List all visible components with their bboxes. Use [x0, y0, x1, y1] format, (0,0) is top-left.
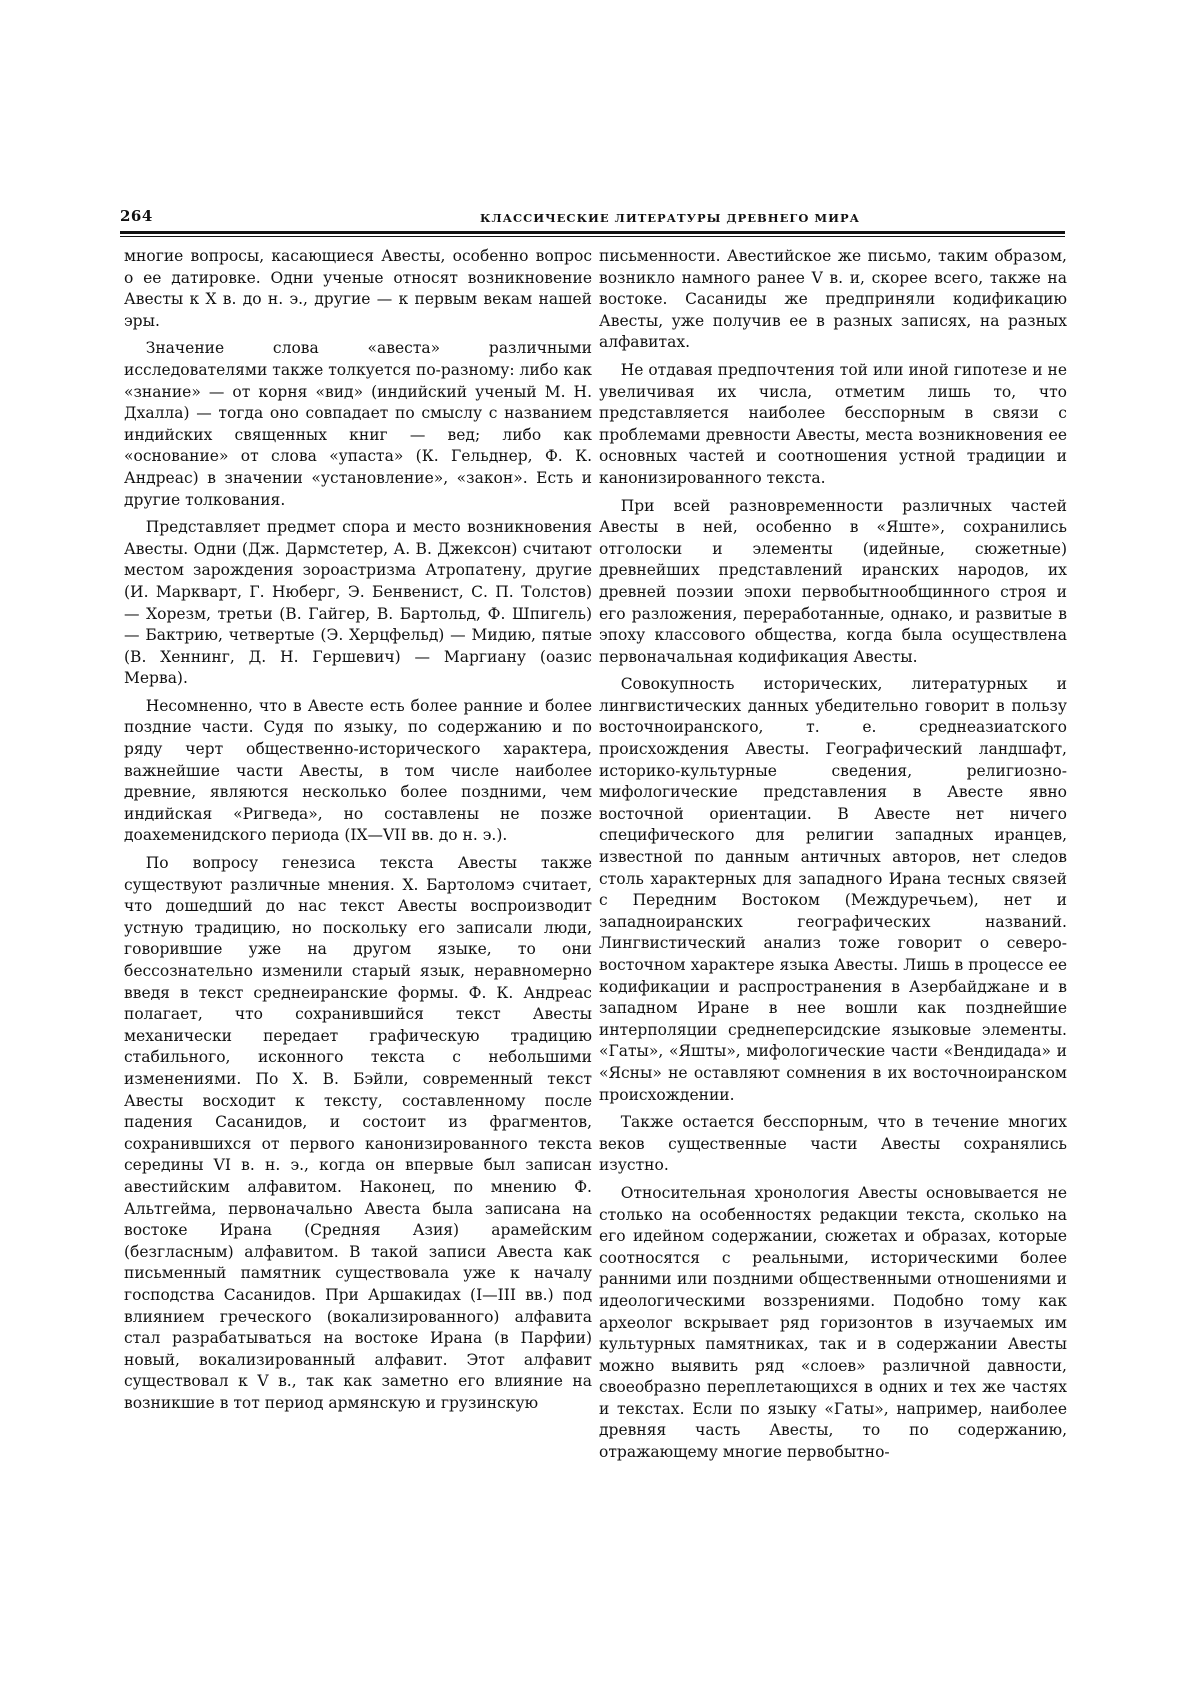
page-number: 264 [120, 207, 153, 225]
paragraph: По вопросу генезиса текста Авесты также существуют различные мнения. Х. Бартоломэ считает, что дошедший до нас текст Авесты воспроизводит устную традицию, но поскольку его записали люди, говорившие уже на другом языке, то они бессознательно изменили старый язык, неравномерно введя в текст среднеиранские формы. Ф. К. Андреас полагает, что сохранившийся текст Авесты механически передает графическую традицию стабильного, исконного текста с небольшими изменениями. По Х. В. Бэйли, современный текст Авесты восходит к тексту, составленному после падения Сасанидов, и состоит из фрагментов, сохранившихся от первого канонизированного текста середины VI в. н. э., когда он впервые был записан авестийским алфавитом. Наконец, по мнению Ф. Альтгейма, первоначально Авеста была записана на востоке Ирана (Средняя Азия) арамейским (безгласным) алфавитом. В такой записи Авеста как письменный памятник существовала уже к началу господства Сасанидов. При Аршакидах (I—III вв.) под влиянием греческого (вокализированного) алфавита стал разрабатываться на востоке Ирана (в Парфии) новый, вокализированный алфавит. Этот алфавит существовал к V в., так как заметно его влияние на возникшие в тот период армянскую и грузинскую [124, 854, 592, 1412]
paragraph: письменности. Авестийское же письмо, таким образом, возникло намного ранее V в. и, скорее всего, также на востоке. Сасаниды же предприняли кодификацию Авесты, уже получив ее в разных записях, на разных алфавитах. [599, 247, 1067, 352]
paragraph: многие вопросы, касающиеся Авесты, особенно вопрос о ее датировке. Одни ученые относят возникновение Авесты к X в. до н. э., другие — к первым векам нашей эры. [124, 247, 592, 330]
page-header [120, 207, 1065, 233]
paragraph: Также остается бесспорным, что в течение многих веков существенные части Авесты сохранялись изустно. [599, 1113, 1067, 1175]
header-rule [120, 231, 1065, 234]
header-rule-thin [120, 236, 1065, 237]
paragraph: При всей разновременности различных частей Авесты в ней, особенно в «Яште», сохранились отголоски и элементы (идейные, сюжетные) древнейших представлений иранских народов, их древней поэзии эпохи первобытнообщинного строя и его разложения, переработанные, однако, и развитые в эпоху классового общества, когда была осуществлена первоначальная кодификация Авесты. [599, 496, 1067, 666]
right-column [599, 246, 1067, 1486]
paragraph: Значение слова «авеста» различными исследователями также толкуется по-разному: либо как «знание» — от корня «вид» (индийский ученый М. Н. Дхалла) — тогда оно совпадает по смыслу с названием индийских священных книг — вед; либо как «основание» от слова «упаста» (К. Гельднер, Ф. К. Андреас) в значении «установление», «закон». Есть и другие толкования. [124, 339, 592, 509]
paragraph: Не отдавая предпочтения той или иной гипотезе и не увеличивая их числа, отметим лишь то, что представляется наиболее бесспорным в связи с проблемами древности Авесты, места возникновения ее основных частей и соотношения устной традиции и канонизированного текста. [599, 360, 1067, 487]
running-title: КЛАССИЧЕСКИЕ ЛИТЕРАТУРЫ ДРЕВНЕГО МИРА [480, 211, 860, 225]
paragraph: Несомненно, что в Авесте есть более ранние и более поздние части. Судя по языку, по содержанию и по ряду черт общественно-исторического характера, важнейшие части Авесты, в том числе наиболее древние, являются несколько более поздними, чем индийская «Ригведа», но составлены не позже доахеменидского периода (IX—VII вв. до н. э.). [124, 696, 592, 845]
paragraph: Относительная хронология Авесты основывается не столько на особенностях редакции текста, сколько на его идейном содержании, сюжетах и образах, которые соотносятся с реальными, историческими более ранними или поздними общественными отношениями и идеологическими воззрениями. Подобно тому как археолог вскрывает ряд горизонтов в изучаемых им культурных памятниках, так и в содержании Авесты можно выявить ряд «слоев» различной давности, своеобразно переплетающихся в одних и тех же частях и текстах. Если по языку «Гаты», например, наиболее древняя часть Авесты, то по содержанию, отражающему многие первобытно- [599, 1183, 1067, 1462]
paragraph: Совокупность исторических, литературных и лингвистических данных убедительно говорит в пользу восточноиранского, т. е. среднеазиатского происхождения Авесты. Географический ландшафт, историко-культурные сведения, религиозно-мифологические представления в Авесте явно восточной ориентации. В Авесте нет ничего специфического для религии западных иранцев, известной по данным античных авторов, нет следов столь характерных для западного Ирана тесных связей с Передним Востоком (Междуречьем), нет и западноиранских географических названий. Лингвистический анализ тоже говорит о северо-восточном характере языка Авесты. Лишь в процессе ее кодификации и распространения в Азербайджане и в западном Иране в нее вошли как позднейшие интерполяции среднеперсидские языковые элементы. «Гаты», «Яшты», мифологические части «Вендидада» и «Ясны» не оставляют сомнения в их восточноиранском происхождении. [599, 675, 1067, 1104]
paragraph: Представляет предмет спора и место возникновения Авесты. Одни (Дж. Дармстетер, А. В. Джексон) считают местом зарождения зороастризма Атропатену, другие (И. Маркварт, Г. Нюберг, Э. Бенвенист, С. П. Толстов) — Хорезм, третьи (В. Гайгер, В. Бартольд, Ф. Шпигель) — Бактрию, четвертые (Э. Херцфельд) — Мидию, пятые (В. Хеннинг, Д. Н. Гершевич) — Маргиану (оазис Мерва). [124, 518, 592, 688]
left-column [124, 246, 592, 1486]
